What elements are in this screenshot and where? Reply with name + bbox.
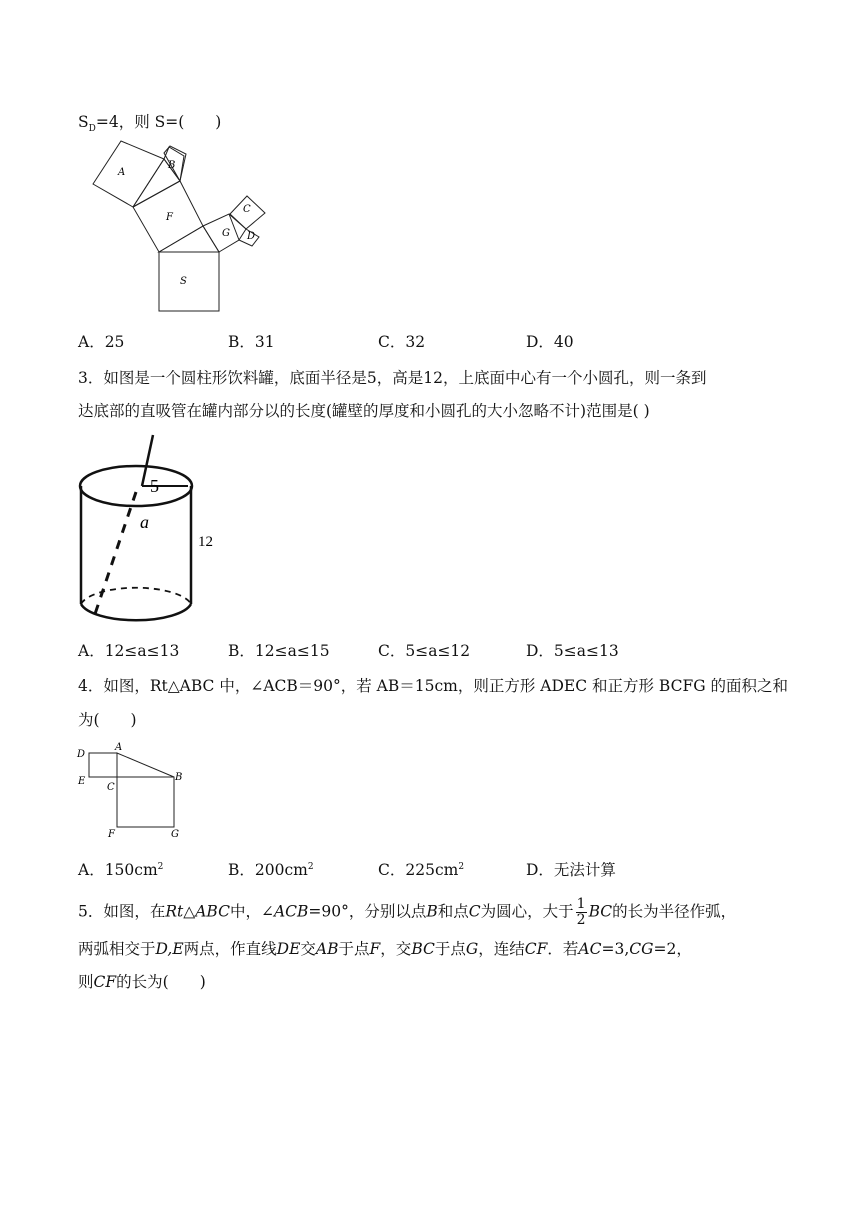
q4-label-c: C [107,782,115,793]
q3-radius-label: 5 [150,476,159,496]
q4-option-a[interactable]: A．$150cm^2$ [78,861,164,879]
q2-option-a[interactable]: A．25 [78,333,125,351]
q2-label-g: G [222,228,230,239]
q2-label-c: C [243,204,251,215]
q3-option-a[interactable]: A．12≤a≤13 [78,642,180,660]
q5-stem-line3: 则CF的长为( ) [78,973,206,991]
q3-option-d[interactable]: D．5≤a≤13 [526,642,619,660]
q2-label-b: B [168,160,176,171]
q2-label-f: F [166,212,173,223]
q4-stem-line2: 为( ) [78,711,137,729]
q3-stem-line2: 达底部的直吸管在罐内部分以的长度(罐壁的厚度和小圆孔的大小忽略不计)范围是( ) [78,402,650,420]
q4-option-c[interactable]: C．$225cm^2$ [378,861,465,879]
q4-label-g: G [171,829,179,840]
q4-stem-line1: 4．如图，Rt△ABC 中，∠ACB＝90°，若 AB＝15cm，则正方形 ADEC 和正方形 BCFG 的面积之和 [78,677,789,695]
q4-label-d: D [77,749,86,760]
q4-label-e: E [78,776,86,787]
q2-stem-tail: $S_D=4$，则 S=( ) [78,113,222,135]
q4-label-a: A [115,742,123,753]
q4-label-b: B [175,772,183,783]
q2-option-b[interactable]: B．31 [228,333,275,351]
q2-option-d[interactable]: D．40 [526,333,574,351]
q5-fraction: $\frac{1}{2}$ [576,896,586,928]
q3-var-label: a [140,512,149,532]
q3-option-c[interactable]: C．5≤a≤12 [378,642,471,660]
q2-label-s: S [180,276,187,287]
q5-stem-line2: 两弧相交于D,E两点，作直线DE交AB于点F，交BC于点G，连结CF．若AC=3,CG=2， [78,940,692,958]
q2-option-c[interactable]: C．32 [378,333,426,351]
q3-stem-line1: 3．如图是一个圆柱形饮料罐，底面半径是5，高是12，上底面中心有一个小圆孔，则一条到 [78,369,707,387]
q3-height-label: 12 [198,534,213,550]
q4-label-f: F [108,829,115,840]
q2-label-a: A [118,167,126,178]
q3-option-b[interactable]: B．12≤a≤15 [228,642,330,660]
q2-label-d: D [247,231,256,242]
q5-stem-line1: 5．如图，在Rt△ABC中，∠ACB=90°，分别以点B和点C为圆心，大于 $\frac{1}{2}$ BC的长为半径作弧， [78,896,737,928]
q4-option-d[interactable]: D．无法计算 [526,861,616,879]
q4-option-b[interactable]: B．$200cm^2$ [228,861,314,879]
